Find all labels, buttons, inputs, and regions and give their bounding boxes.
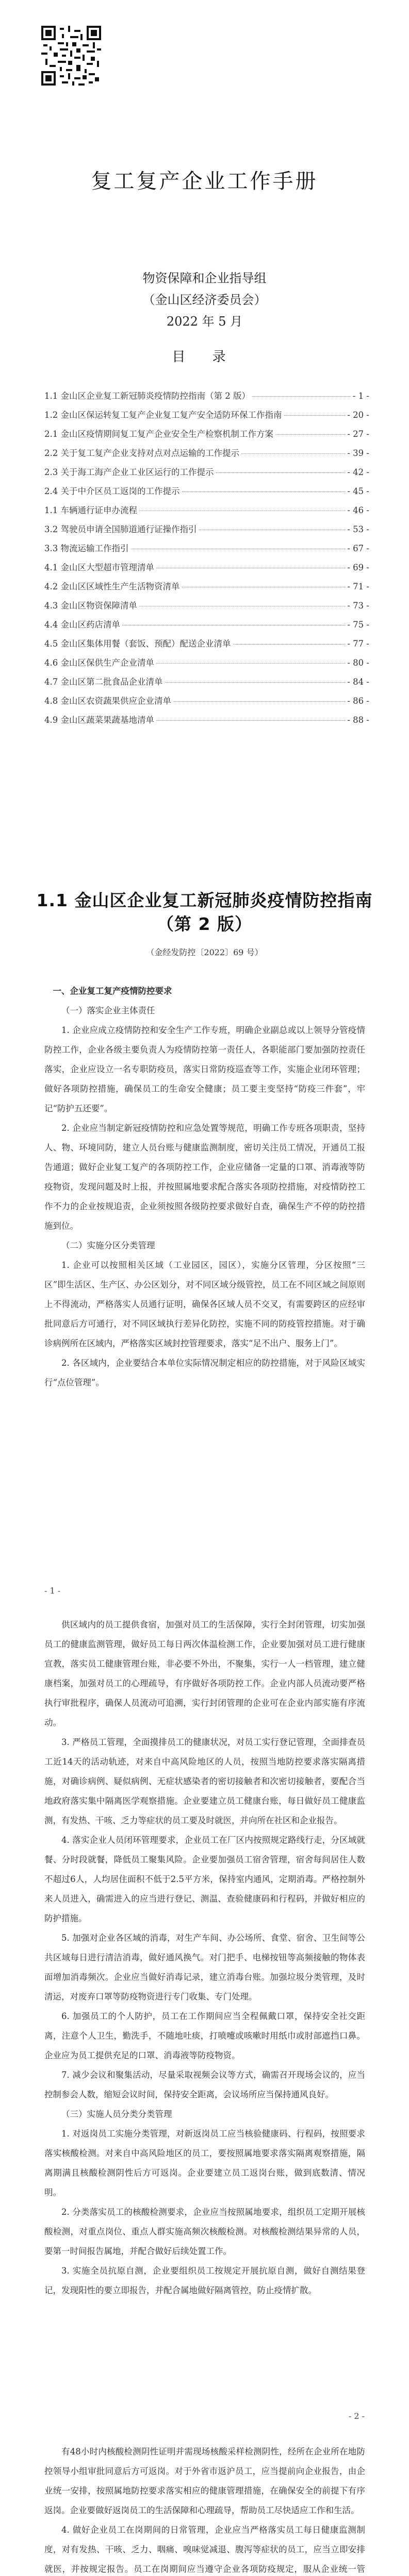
toc-entry-title: 4.9 金山区蔬菜果蔬基地清单 bbox=[44, 715, 154, 725]
toc-entry[interactable] bbox=[44, 637, 369, 656]
toc-entry-title: 4.2 金山区区域性生产生活物资清单 bbox=[44, 582, 180, 591]
body-paragraph: 1. 对返岗员工实施分类管理，对新返岗员工应当核验健康码、行程码，按照要求落实核酸检测。对来自中高风险地区的员工，要按照属地要求落实隔离观察措施，隔离期满且核酸检测阴性后方可返岗。企业要建立员工返岗台账，做到底数清、情况明。 bbox=[44, 2129, 365, 2197]
section-title: 1.1 金山区企业复工新冠肺炎疫情防控指南 bbox=[36, 890, 373, 910]
toc-entry-title: 1.2 金山区保运转复工复产企业复工复产安全适防环保工作指南 bbox=[44, 410, 282, 420]
toc-entry[interactable] bbox=[44, 503, 369, 522]
toc-entry[interactable] bbox=[44, 389, 369, 408]
body-paragraph: 3. 严格员工管理，全面摸排员工的健康状况，对员工实行登记管理，全面排查员工近14天的活动轨迹，对来自中高风险地区的人员，按照当地防控要求落实隔离措施，对确诊病例、疑似病例、无症状感染者的密切接触者和次密切接触者，要配合当地政府落实集中隔离医学观察措施。企业要建立员工健康台账，每日做好员工健康监测，有发热、干咳、乏力等症状的员工要及时就医，并向所在社区和企业报告。 bbox=[44, 1737, 365, 1825]
issuer-department: （金山区经济委员会） bbox=[142, 293, 267, 307]
toc-entry-page: - 88 - bbox=[347, 715, 369, 725]
toc-entry-page: - 20 - bbox=[347, 410, 369, 420]
body-paragraph: 有48小时内核酸检测阴性证明并需现场核酸采样检测阴性，经所在企业所在地防控领导小组审批同意后方可返岗。对于外省市返沪员工，应当提前向企业报告，由企业统一安排，按照属地防控要求落实相应的健康管理措施，在确保安全的前提下有序返岗。企业要做好返岗员工的生活保障和心理疏导，帮助员工尽快适应工作和生活。 bbox=[44, 2447, 365, 2515]
toc-entry-page: - 39 - bbox=[347, 448, 369, 458]
body-paragraph: 4. 做好企业员工在岗期间的日常管理，企业应当严格落实员工每日健康监测制度，对有发热、干咳、乏力、咽痛、嗅味觉减退、腹泻等症状的员工，应当立即安排就医，并按规定报告。员工在岗期间应当遵守企业各项防疫规定，服从企业统一管 bbox=[44, 2525, 365, 2574]
toc-entry-title: 2.3 关于海工海产企业工业区运行的工作提示 bbox=[44, 467, 214, 477]
body-paragraph: 2. 各区域内，企业要结合本单位实际情况制定相应的防控措施，对于风险区域实行“点位管理”。 bbox=[44, 1358, 365, 1387]
table-of-contents bbox=[44, 389, 369, 732]
toc-entry[interactable] bbox=[44, 522, 369, 541]
toc-entry-title: 4.5 金山区集体用餐（套饭、预配）配送企业清单 bbox=[44, 639, 231, 649]
toc-entry[interactable] bbox=[44, 484, 369, 503]
toc-entry-title: 3.2 驾驶员申请全国肺道通行证操作指引 bbox=[44, 524, 197, 534]
toc-entry-page: - 77 - bbox=[347, 639, 369, 649]
toc-entry-title: 4.8 金山区农资蔬果供应企业清单 bbox=[44, 696, 171, 706]
body-paragraph: 3. 实施全员抗原自测，企业要组织员工按规定开展抗原自测，做好自测结果登记，发现阳性的要立即报告，并配合属地做好隔离管控，防止疫情扩散。 bbox=[44, 2266, 365, 2295]
toc-entry[interactable] bbox=[44, 446, 369, 465]
page-number: - 2 - bbox=[348, 2411, 365, 2421]
qr-code-icon bbox=[41, 26, 101, 86]
body-paragraph: 1. 企业可以按照相关区域（工业园区，园区），实施分区管理，分区按照“三区”即生活区、生产区、办公区划分，对不同区域分级管控，员工在不同区域之间原则上不得流动，严格落实人员通行证明，确保各区域人员不交叉，有需要跨区的应经审批同意后方可通行，对不同区域执行差异化防控，实施不同的防疫管控措施。对于确诊病例所在区域内，严格落实区域封控管理要求，落实“足不出户、服务上门”。 bbox=[44, 1260, 365, 1348]
section-title-edition: （第 2 版） bbox=[157, 914, 252, 934]
toc-entry-page: - 67 - bbox=[347, 544, 369, 553]
toc-entry[interactable] bbox=[44, 427, 369, 446]
toc-entry[interactable] bbox=[44, 561, 369, 580]
toc-entry-page: - 80 - bbox=[347, 658, 369, 668]
toc-entry[interactable] bbox=[44, 675, 369, 694]
toc-dot-leader bbox=[156, 663, 345, 664]
toc-entry-title: 1.1 车辆通行证申办流程 bbox=[44, 505, 137, 515]
body-paragraph: 6. 加强员工的个人防护，员工在工作期间应当全程佩戴口罩，保持安全社交距离，注意个人卫生，勤洗手，不随地吐痰，打喷嚏或咳嗽时用纸巾或肘部遮挡口鼻。企业应为员工提供充足的口罩、消毒液等防疫物资。 bbox=[44, 2011, 365, 2060]
toc-entry-page: - 53 - bbox=[347, 524, 369, 534]
toc-entry-page: - 45 - bbox=[347, 486, 369, 496]
toc-entry-page: - 84 - bbox=[347, 677, 369, 687]
toc-dot-leader bbox=[156, 720, 345, 721]
toc-entry[interactable] bbox=[44, 465, 369, 484]
body-paragraph: 5. 加强对企业各区域的消毒，对生产车间、办公场所、食堂、宿舍、卫生间等公共区域每日进行清洁消毒，做好通风换气。对门把手、电梯按钮等高频接触的物体表面增加消毒频次。企业应当做好消毒记录，建立消毒台账。加强垃圾分类管理，及时清运，对废弃口罩等防疫物资进行专门收集、专门处理。 bbox=[44, 1933, 365, 2002]
toc-entry-page: - 71 - bbox=[347, 582, 369, 591]
body-text-part-1 bbox=[44, 981, 365, 1393]
body-text-part-3 bbox=[44, 2442, 365, 2576]
toc-entry-page: - 1 - bbox=[352, 391, 369, 401]
toc-entry[interactable] bbox=[44, 541, 369, 561]
toc-entry-title: 4.7 金山区第二批食品企业清单 bbox=[44, 677, 163, 687]
subsection-heading: （三）实施人员分类分类管理 bbox=[61, 2109, 172, 2119]
toc-entry-page: - 46 - bbox=[347, 505, 369, 515]
issuer-name: 物资保障和企业指导组 bbox=[142, 271, 267, 285]
toc-entry-title: 4.3 金山区物资保障清单 bbox=[44, 601, 137, 611]
subsection-heading: （一）落实企业主体责任 bbox=[61, 1006, 155, 1015]
toc-dot-leader bbox=[284, 415, 346, 416]
toc-dot-leader bbox=[241, 453, 345, 454]
toc-entry-title: 2.2 关于复工复产企业支持对点对点运输的工作提示 bbox=[44, 448, 239, 458]
body-paragraph: 2. 分类落实员工的核酸检测要求，企业应当按照属地要求，组织员工定期开展核酸检测，对重点岗位、重点人群实施高频次核酸检测。对核酸检测结果异常的人员，要第一时间报告属地，并配合做好后续处置工作。 bbox=[44, 2207, 365, 2256]
toc-dot-leader bbox=[252, 396, 351, 397]
body-paragraph: 供区域内的员工提供食宿，加强对员工的生活保障，实行全封闭管理，切实加强员工的健康监测管理，做好员工每日两次体温检测工作，企业要加强对员工进行健康宣教，落实员工健康管理台账，非必要不外出，不聚集，实行一人一档管理，建立健康档案，加强对员工的心理疏导，有序做好各项防控工作。企业内部人员流动要严格执行审批程序，确保人员流动可追溯，实行封闭管理的企业可在企业内部实施有序流动。 bbox=[44, 1620, 365, 1727]
toc-dot-leader bbox=[233, 644, 346, 645]
toc-entry-title: 3.3 物流运输工作指引 bbox=[44, 544, 129, 553]
body-text-part-2 bbox=[44, 1615, 365, 2300]
toc-entry[interactable] bbox=[44, 580, 369, 599]
document-title: 复工复产企业工作手册 bbox=[91, 170, 318, 193]
section-heading: 一、企业复工复产疫情防控要求 bbox=[53, 986, 172, 996]
document-number: （金经发防控〔2022〕69 号） bbox=[146, 947, 263, 957]
toc-entry-title: 2.1 金山区疫情期间复工复产企业安全生产检察机制工作方案 bbox=[44, 429, 273, 439]
body-paragraph: 1. 企业应成立疫情防控和安全生产工作专班，明确企业副总或以上领导分管疫情防控工作，企业各级主要负责人为疫情防控第一责任人，各职能部门要加强防控责任落实，企业应设立一名专职防疫员，落实日常防疫巡查等工作，实施企业闭环管理；做好各项防控措施，确保员工的生命安全健康；员工要主变坚持“防疫三件套”，牢记“防护五还要”。 bbox=[44, 1025, 365, 1113]
toc-entry-title: 4.1 金山区大型超市管理清单 bbox=[44, 563, 154, 572]
toc-entry[interactable] bbox=[44, 694, 369, 713]
toc-entry-title: 4.4 金山区药店清单 bbox=[44, 620, 120, 630]
body-paragraph: 2. 企业应当制定新冠疫情防控和应急处置等规范，明确工作专班各项职责，坚持人、物、环境同防，建立人员台账与健康监测制度，密切关注员工情况，开通员工报告通道；做好企业复工复产的各项防控工作，企业应储备一定量的口罩、消毒液等防疫物资，发现问题及时上报，并按照属地要求配合落实各项防控措施，对疫情防控工作不力的企业按规追责，企业须按照各级防控要求做好自查，确保生产不停的防控措施到位。 bbox=[44, 1123, 365, 1231]
toc-entry[interactable] bbox=[44, 599, 369, 618]
toc-entry[interactable] bbox=[44, 713, 369, 732]
toc-entry-page: - 69 - bbox=[347, 563, 369, 572]
toc-dot-leader bbox=[216, 472, 346, 473]
toc-entry-page: - 86 - bbox=[347, 696, 369, 706]
toc-heading: 目 录 bbox=[172, 349, 237, 365]
toc-entry-page: - 75 - bbox=[347, 620, 369, 630]
toc-entry[interactable] bbox=[44, 656, 369, 675]
toc-entry-page: - 73 - bbox=[347, 601, 369, 611]
toc-dot-leader bbox=[173, 701, 345, 702]
toc-entry[interactable] bbox=[44, 408, 369, 427]
toc-entry-page: - 27 - bbox=[347, 429, 369, 439]
toc-entry[interactable] bbox=[44, 618, 369, 637]
page-number: - 1 - bbox=[44, 1586, 61, 1596]
body-paragraph: 7. 减少会议和聚集活动，尽量采取视频会议等方式，确需召开现场会议的，应当控制参会人数，缩短会议时间，保持安全距离，会议场所应当保持通风良好。 bbox=[44, 2070, 365, 2099]
body-paragraph: 4. 落实企业人员闭环管理要求，企业员工在厂区内按照规定路线行走，分区域就餐、分时段就餐，降低员工聚集风险。企业要加强员工宿舍管理，宿舍每间居住人数不超过6人，人均居住面积不低于2.5平方米，保持室内通风，定期消毒。严格控制外来人员进入，确需进入的应当进行登记、测温、查验健康码和行程码，并做好相应的防护措施。 bbox=[44, 1835, 365, 1923]
toc-entry-title: 2.4 关于中介区员工返岗的工作提示 bbox=[44, 486, 180, 496]
toc-entry-page: - 42 - bbox=[347, 467, 369, 477]
toc-dot-leader bbox=[165, 682, 346, 683]
subsection-heading: （二）实施分区分类管理 bbox=[61, 1241, 155, 1250]
issue-date: 2022 年 5 月 bbox=[166, 314, 243, 329]
toc-entry-title: 4.6 金山区保供生产企业清单 bbox=[44, 658, 154, 668]
toc-entry-title: 1.1 金山区企业复工新冠肺炎疫情防控指南（第 2 版） bbox=[44, 391, 250, 401]
toc-dot-leader bbox=[275, 434, 345, 435]
